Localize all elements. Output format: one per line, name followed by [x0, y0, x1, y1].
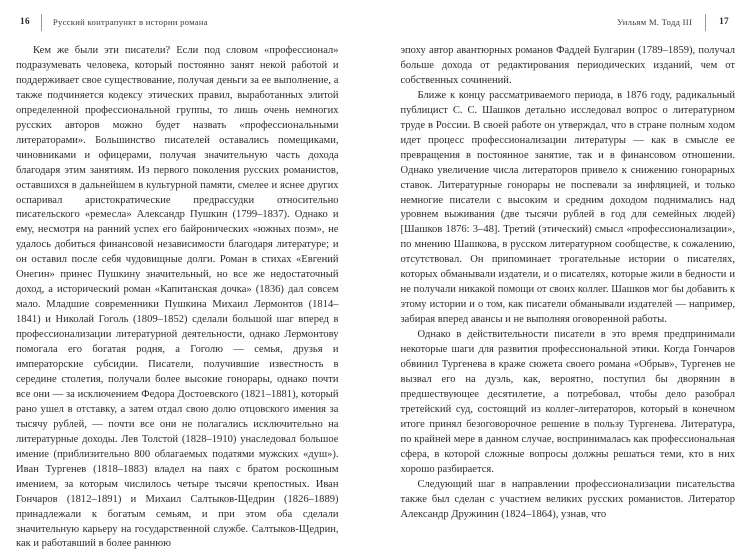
running-head-title-right: Уильям М. Тодд III	[617, 17, 692, 27]
header-divider-rule	[41, 14, 42, 31]
running-head-title-left: Русский контрапункт в истории романа	[53, 17, 208, 27]
paragraph: Кем же были эти писатели? Если под словом «профессионал» подразумевать человека, который постоянно занят некой работой и поддерживает свое существование, получая деньги за ее выполнение, а также подчиняется кодексу этических правил, выработанных элитой определенной профессиональной группы, то лишь очень немногих русских авторов можно будет назвать «профессиональными литераторами». Большинство писателей оставались помещиками, чиновниками и офицерами, получая значительную часть дохода благодаря этим занятиям. Из первого поколения русских романистов, оставшихся в дальнейшем в культурной памяти, смелее и яснее других оспаривал аристократические предрассудки относительно писательского «ремесла» Александр Пушкин (1799–1837). Однако и ему, несмотря на ранний успех его байронических «южных поэм», не удалось добиться финансовой независимости благодаря литературе; и он оставил после себя чудовищные долги. Роман в стихах «Евгений Онегин» принес Пушкину значительный, но все же недостаточный доход, а исторический роман «Капитанская дочка» (1836) дал совсем мало. Младшие современники Пушкина Михаил Лермонтов (1814–1841) и Николай Гоголь (1809–1852) сделали большой шаг вперед в профессионализации литературной деятельности, однако Лермонтову помогала его богатая родня, а Гоголю — семья, друзья и императорские субсидии. Писатели, получившие известность в середине столетия, получали более высокие гонорары, однако почти все они — за исключением Федора Достоевского (1821–1881), который рано ушел в отставку, а затем отдал свою долю отцовского имения за тысячу рублей, — почти все они не полагались исключительно на литературные доходы. Лев Толстой (1828–1910) унаследовал большое имение (приблизительно 800 облагаемых податями мужских «душ»). Иван Тургенев (1818–1883) владел на паях с братом роскошным имением, за которым числилось четыре тысячи крепостных. Иван Гончаров (1812–1891) и Михаил Салтыков-Щедрин (1826–1889) принадлежали к богатым семьям, и при этом оба сделали значительную карьеру на государственной службе. Салтыков-Щедрин, как и работавший в более раннюю	[16, 44, 339, 552]
paragraph: Ближе к концу рассматриваемого периода, в 1876 году, радикальный публицист С. С. Шашков детально исследовал вопрос о литературном труде в России. В своей работе он утверждал, что в стране полным ходом идет процесс профессионализации литературы — как в смысле ее превращения в постоянное занятие, так и в финансовом отношении. Однако увеличение числа литераторов привело к снижению гонорарных ставок. Литературные гонорары не поспевали за инфляцией, и только немногие писатели с высоким и средним доходом поднимались над уровнем выживания (две тысячи рублей в год для семейных людей) [Шашков 1876: 3–48]. Третий (этический) смысл «профессионализации», по мнению Шашкова, в русском литературном сообществе, к сожалению, отсутствовал. Он припоминает трогательные истории о писателях, которых обманывали издатели, и о писателях, которые жили в бедности и не получали никакой помощи от своих коллег. Шашков мог бы добавить к этому истории и о том, как писатели обманывали издателей — например, забирая вперед авансы и не выполняя оговоренной работы.	[401, 89, 736, 328]
running-head-right	[401, 0, 736, 44]
body-column-left	[16, 44, 339, 552]
page-number-left: 16	[20, 17, 30, 27]
header-divider-rule	[705, 14, 706, 31]
page-number-right: 17	[719, 17, 729, 27]
paragraph: эпоху автор авантюрных романов Фаддей Булгарин (1789–1859), получал больше дохода от редактирования периодических изданий, чем от собственных сочинений.	[401, 44, 736, 89]
paragraph: Следующий шаг в направлении профессионализации писательства также был сделан с участием великих русских романистов. Литератор Александр Дружинин (1824–1864), узнав, что	[401, 478, 736, 523]
page-left	[0, 0, 376, 540]
page-right	[376, 0, 751, 540]
body-column-right	[401, 44, 736, 523]
paragraph: Однако в действительности писатели в это время предпринимали некоторые шаги для развития профессиональной этики. Когда Гончаров обвинил Тургенева в краже сюжета своего романа «Обрыв», Тургенев не вызвал его на дуэль, как, вероятно, поступил бы дворянин в предшествующее десятилетие, а потребовал, чтобы дело разобрал третейский суд, состоящий из коллег-литераторов, который в конечном итоге принял безоговорочное решение в пользу Тургенева. Литература, по крайней мере в данном случае, воспринималась как профессиональная сфера, в которой сложные вопросы должны решаться теми, кто в них хорошо разбирается.	[401, 328, 736, 478]
running-head-left	[16, 0, 339, 44]
